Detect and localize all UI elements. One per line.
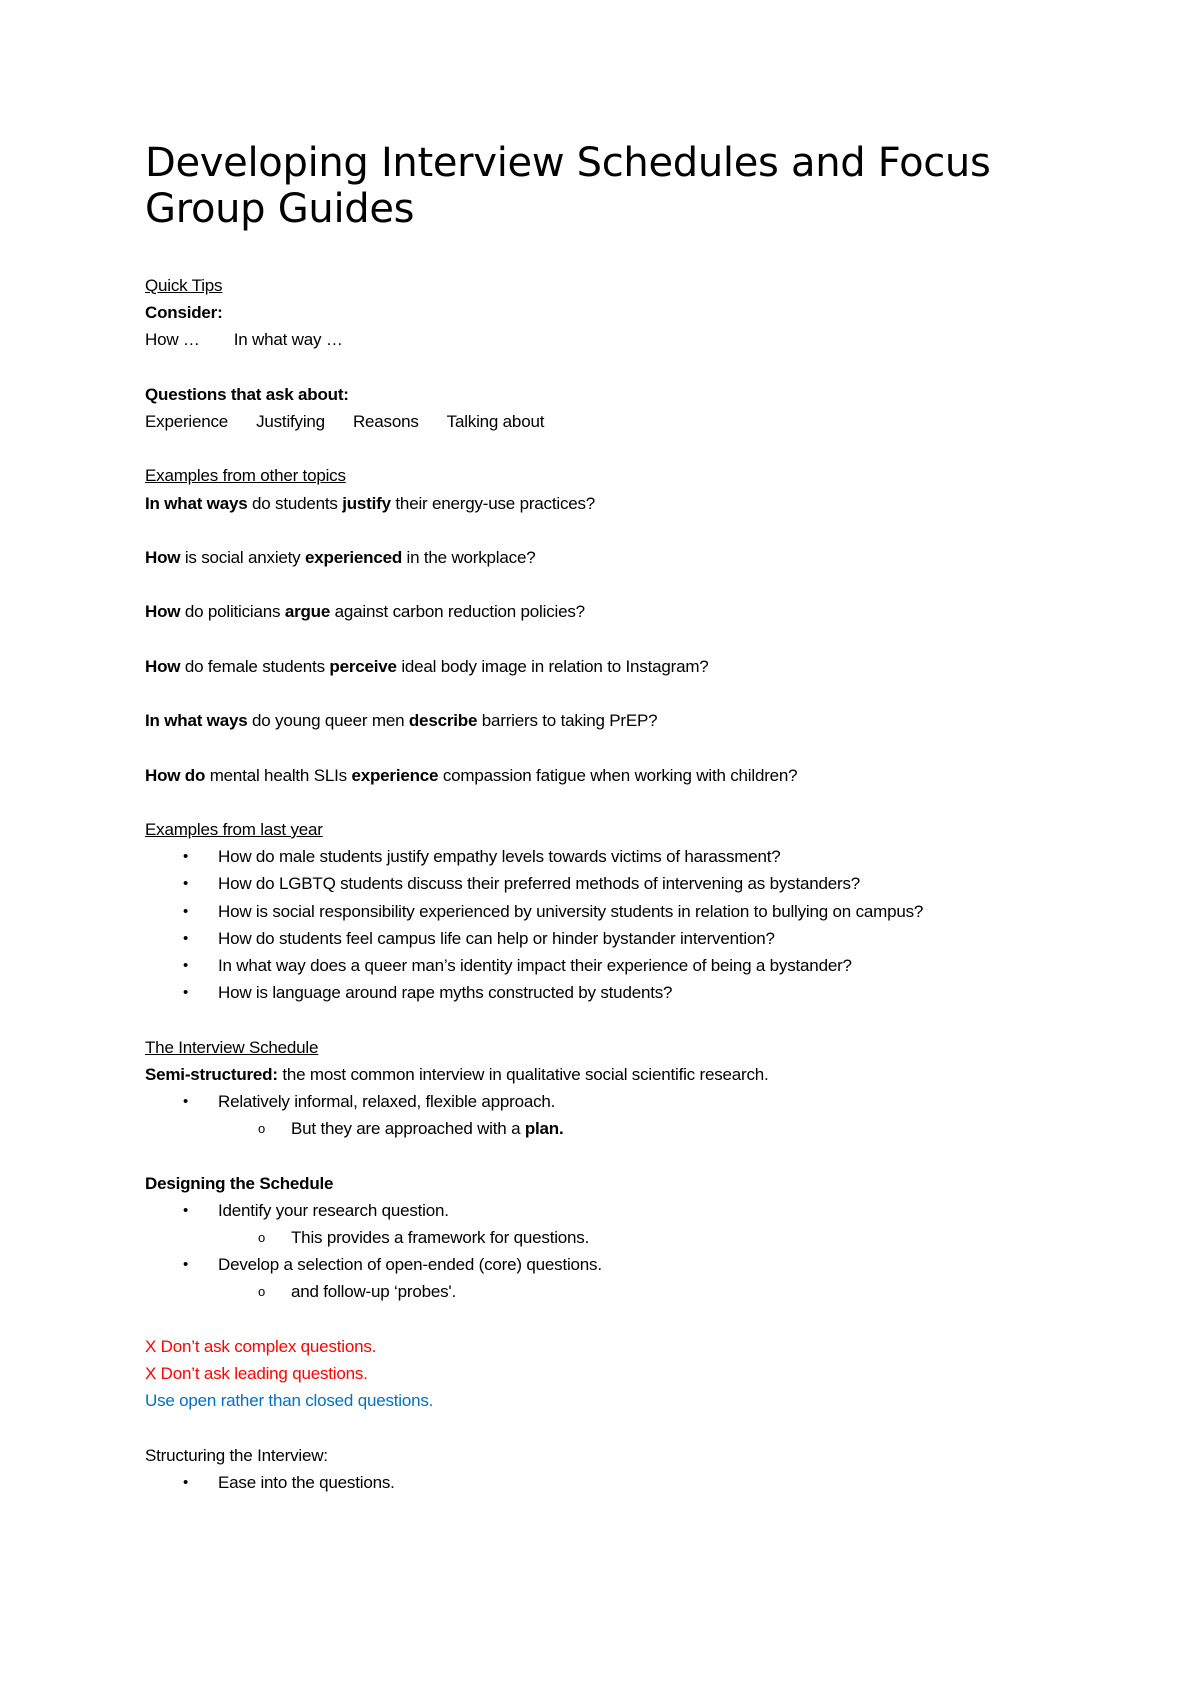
title-line-1: Developing Interview Schedules and Focus bbox=[145, 140, 991, 186]
rule-dont-leading: X Don’t ask leading questions. bbox=[145, 1363, 368, 1383]
example-question: How is social anxiety experienced in the workplace? bbox=[145, 547, 536, 567]
designing-sublist-1 bbox=[145, 1224, 1045, 1251]
bullet-icon: • bbox=[183, 1256, 189, 1274]
bullet-icon: • bbox=[183, 984, 189, 1002]
example-question: How do politicians argue against carbon reduction policies? bbox=[145, 602, 585, 622]
list-item: • Ease into the questions. bbox=[145, 1469, 1023, 1496]
bullet-icon: • bbox=[183, 1201, 189, 1219]
examples-other-heading: Examples from other topics bbox=[145, 466, 346, 486]
designing-list-2 bbox=[145, 1251, 1045, 1278]
consider-options bbox=[145, 326, 1045, 353]
structuring-heading: Structuring the Interview: bbox=[145, 1445, 328, 1465]
question-types bbox=[145, 408, 1045, 435]
title-line-2: Group Guides bbox=[145, 186, 415, 232]
sub-bullet-icon: o bbox=[258, 1284, 266, 1300]
bullet-icon: • bbox=[183, 929, 189, 947]
designing-heading: Designing the Schedule bbox=[145, 1173, 334, 1193]
bullet-icon: • bbox=[183, 1092, 189, 1110]
example-question: How do mental health SLIs experience compassion fatigue when working with children? bbox=[145, 765, 798, 785]
example-question: In what ways do young queer men describe barriers to taking PrEP? bbox=[145, 711, 658, 731]
list-item: • How is language around rape myths constructed by students? bbox=[145, 979, 1023, 1006]
list-item: • Relatively informal, relaxed, flexible approach. bbox=[145, 1088, 1023, 1115]
interview-schedule-heading: The Interview Schedule bbox=[145, 1037, 319, 1057]
designing-list-1 bbox=[145, 1197, 1045, 1224]
document-title bbox=[145, 140, 1045, 232]
document-page bbox=[145, 140, 1045, 1496]
example-question: How do female students perceive ideal body image in relation to Instagram? bbox=[145, 656, 709, 676]
question-type-talking-about: Talking about bbox=[446, 412, 545, 431]
designing-sublist-2 bbox=[145, 1278, 1045, 1305]
question-type-reasons: Reasons bbox=[352, 412, 419, 431]
document-body bbox=[145, 272, 1045, 1496]
quick-tips-heading: Quick Tips bbox=[145, 276, 223, 295]
example-question: In what ways do students justify their energy-use practices? bbox=[145, 493, 596, 513]
list-item: • Identify your research question. bbox=[145, 1197, 1023, 1224]
list-item: • Develop a selection of open-ended (core) questions. bbox=[145, 1251, 1023, 1278]
bullet-icon: • bbox=[183, 848, 189, 866]
semi-structured-definition: Semi-structured: the most common interview in qualitative social scientific research. bbox=[145, 1064, 769, 1084]
bullet-icon: • bbox=[183, 875, 189, 893]
question-type-justifying: Justifying bbox=[256, 412, 325, 431]
consider-label: Consider: bbox=[145, 303, 223, 323]
list-item: • How is social responsibility experienced by university students in relation to bullying on campus? bbox=[145, 898, 1023, 925]
consider-option-in-what-way: In what way … bbox=[233, 330, 343, 350]
list-item: • How do male students justify empathy levels towards victims of harassment? bbox=[145, 843, 1023, 870]
examples-last-year-list bbox=[145, 843, 1045, 1006]
bullet-icon: • bbox=[183, 902, 189, 920]
sub-list-item: o But they are approached with a plan. bbox=[145, 1115, 1045, 1142]
question-type-experience: Experience bbox=[145, 412, 229, 431]
list-item: • In what way does a queer man’s identity impact their experience of being a bystander? bbox=[145, 952, 1023, 979]
sub-list-item: o and follow-up ‘probes'. bbox=[145, 1278, 1045, 1305]
examples-last-year-heading: Examples from last year bbox=[145, 819, 323, 839]
interview-schedule-sublist bbox=[145, 1115, 1045, 1142]
consider-option-how: How … bbox=[145, 330, 200, 350]
rule-dont-complex: X Don’t ask complex questions. bbox=[145, 1336, 377, 1356]
bullet-icon: • bbox=[183, 956, 189, 974]
rule-use-open: Use open rather than closed questions. bbox=[145, 1391, 434, 1411]
bullet-icon: • bbox=[183, 1473, 189, 1491]
sub-bullet-icon: o bbox=[258, 1121, 266, 1137]
questions-label: Questions that ask about: bbox=[145, 384, 349, 404]
sub-list-item: o This provides a framework for questions. bbox=[145, 1224, 1045, 1251]
structuring-list bbox=[145, 1469, 1045, 1496]
interview-schedule-list bbox=[145, 1088, 1045, 1115]
sub-bullet-icon: o bbox=[258, 1229, 266, 1245]
list-item: • How do LGBTQ students discuss their preferred methods of intervening as bystanders? bbox=[145, 870, 1023, 897]
list-item: • How do students feel campus life can help or hinder bystander intervention? bbox=[145, 925, 1023, 952]
